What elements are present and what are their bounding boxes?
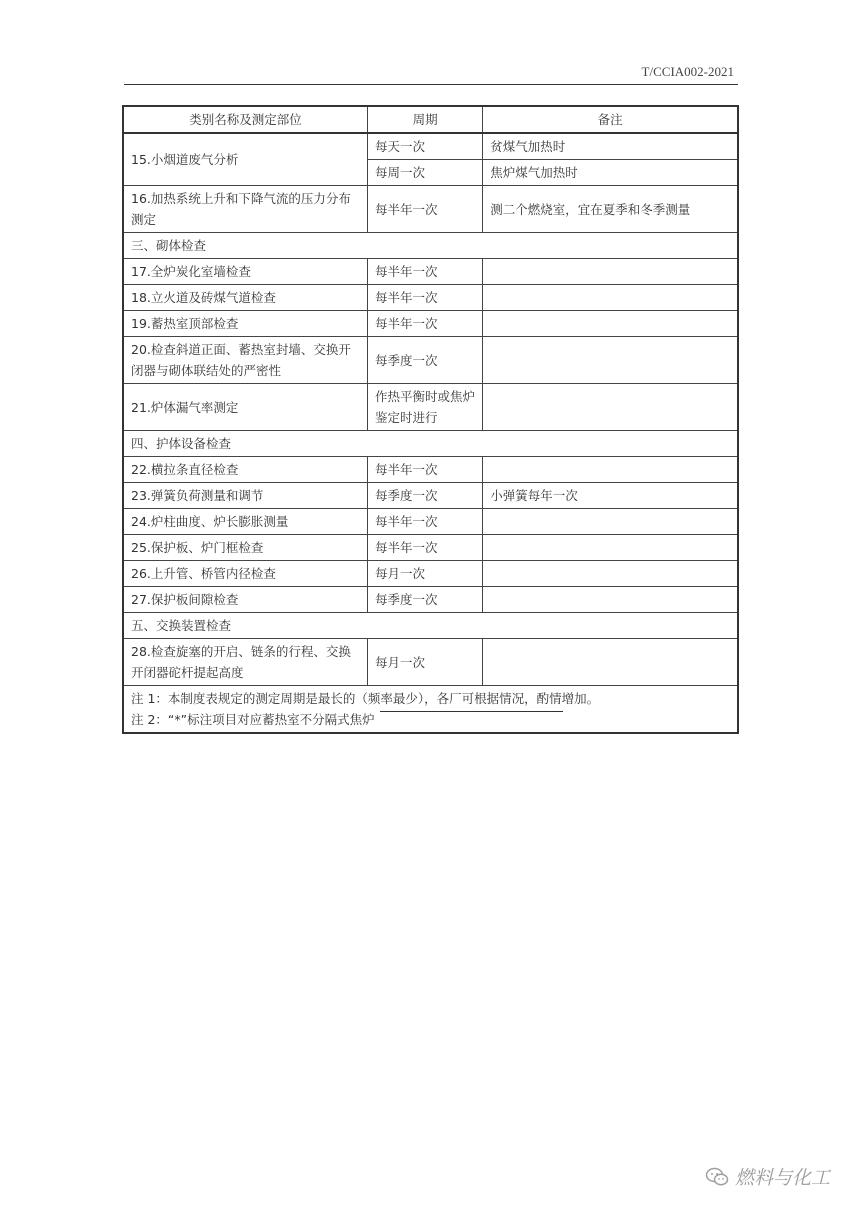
- remark-cell: [483, 535, 738, 561]
- table-row: [123, 483, 738, 509]
- period-cell: 每半年一次: [367, 285, 482, 311]
- period-cell: 每季度一次: [367, 483, 482, 509]
- period-cell: 每季度一次: [367, 337, 482, 384]
- table-row: [123, 133, 738, 160]
- remark-cell: [483, 259, 738, 285]
- notes-row: [123, 686, 738, 734]
- remark-cell: [483, 337, 738, 384]
- watermark-text: 燃料与化工: [734, 1167, 830, 1189]
- item-cell: 28.检查旋塞的开启、链条的行程、交换开闭器砣杆提起高度: [123, 639, 367, 686]
- section-heading: 四、护体设备检查: [123, 431, 738, 457]
- table-row: [123, 535, 738, 561]
- item-cell: 19.蓄热室顶部检查: [123, 311, 367, 337]
- item-cell: 24.炉柱曲度、炉长膨胀测量: [123, 509, 367, 535]
- section-row: [123, 613, 738, 639]
- item-cell: 22.横拉条直径检查: [123, 457, 367, 483]
- remark-cell: 焦炉煤气加热时: [483, 160, 738, 186]
- period-cell: 每半年一次: [367, 259, 482, 285]
- item-cell: 16.加热系统上升和下降气流的压力分布测定: [123, 186, 367, 233]
- remark-cell: 贫煤气加热时: [483, 133, 738, 160]
- table-header-row: [123, 106, 738, 133]
- remark-cell: 小弹簧每年一次: [483, 483, 738, 509]
- standard-code: T/CCIA002-2021: [641, 64, 734, 79]
- column-header-remark: 备注: [483, 106, 738, 133]
- table-row: [123, 457, 738, 483]
- table-row: [123, 587, 738, 613]
- period-cell: 作热平衡时或焦炉鉴定时进行: [367, 384, 482, 431]
- remark-cell: [483, 639, 738, 686]
- remark-cell: [483, 311, 738, 337]
- table-row: [123, 311, 738, 337]
- table-row: [123, 337, 738, 384]
- item-cell: 18.立火道及砖煤气道检查: [123, 285, 367, 311]
- table-row: [123, 186, 738, 233]
- header-divider: [124, 84, 738, 85]
- section-row: [123, 233, 738, 259]
- period-cell: 每天一次: [367, 133, 482, 160]
- table-row: [123, 639, 738, 686]
- item-cell: 15.小烟道废气分析: [123, 133, 367, 186]
- remark-cell: [483, 384, 738, 431]
- column-header-item: 类别名称及测定部位: [123, 106, 367, 133]
- note-1: 注 1：本制度表规定的测定周期是最长的（频率最少），各厂可根据情况，酌情增加。: [131, 691, 600, 706]
- remark-cell: [483, 509, 738, 535]
- item-cell: 23.弹簧负荷测量和调节: [123, 483, 367, 509]
- inspection-schedule-table: [122, 105, 739, 734]
- note-2: 注 2：“*”标注项目对应蓄热室不分隔式焦炉: [131, 712, 375, 727]
- period-cell: 每季度一次: [367, 587, 482, 613]
- table-row: [123, 259, 738, 285]
- table-row: [123, 561, 738, 587]
- column-header-period: 周期: [367, 106, 482, 133]
- period-cell: 每半年一次: [367, 457, 482, 483]
- section-heading: 三、砌体检查: [123, 233, 738, 259]
- notes-cell: [123, 686, 738, 734]
- remark-cell: 测二个燃烧室，宜在夏季和冬季测量: [483, 186, 738, 233]
- period-cell: 每月一次: [367, 561, 482, 587]
- table-row: [123, 509, 738, 535]
- period-cell: 每半年一次: [367, 535, 482, 561]
- period-cell: 每半年一次: [367, 509, 482, 535]
- table-row: [123, 384, 738, 431]
- wechat-icon: [705, 1166, 729, 1188]
- item-cell: 27.保护板间隙检查: [123, 587, 367, 613]
- period-cell: 每半年一次: [367, 311, 482, 337]
- remark-cell: [483, 285, 738, 311]
- item-cell: 26.上升管、桥管内径检查: [123, 561, 367, 587]
- item-cell: 25.保护板、炉门框检查: [123, 535, 367, 561]
- section-row: [123, 431, 738, 457]
- section-heading: 五、交换装置检查: [123, 613, 738, 639]
- watermark: [705, 1163, 830, 1190]
- period-cell: 每周一次: [367, 160, 482, 186]
- end-divider: [380, 711, 563, 712]
- period-cell: 每半年一次: [367, 186, 482, 233]
- item-cell: 17.全炉炭化室墙检查: [123, 259, 367, 285]
- remark-cell: [483, 587, 738, 613]
- period-cell: 每月一次: [367, 639, 482, 686]
- table-row: [123, 285, 738, 311]
- remark-cell: [483, 561, 738, 587]
- remark-cell: [483, 457, 738, 483]
- item-cell: 21.炉体漏气率测定: [123, 384, 367, 431]
- item-cell: 20.检查斜道正面、蓄热室封墙、交换开闭器与砌体联结处的严密性: [123, 337, 367, 384]
